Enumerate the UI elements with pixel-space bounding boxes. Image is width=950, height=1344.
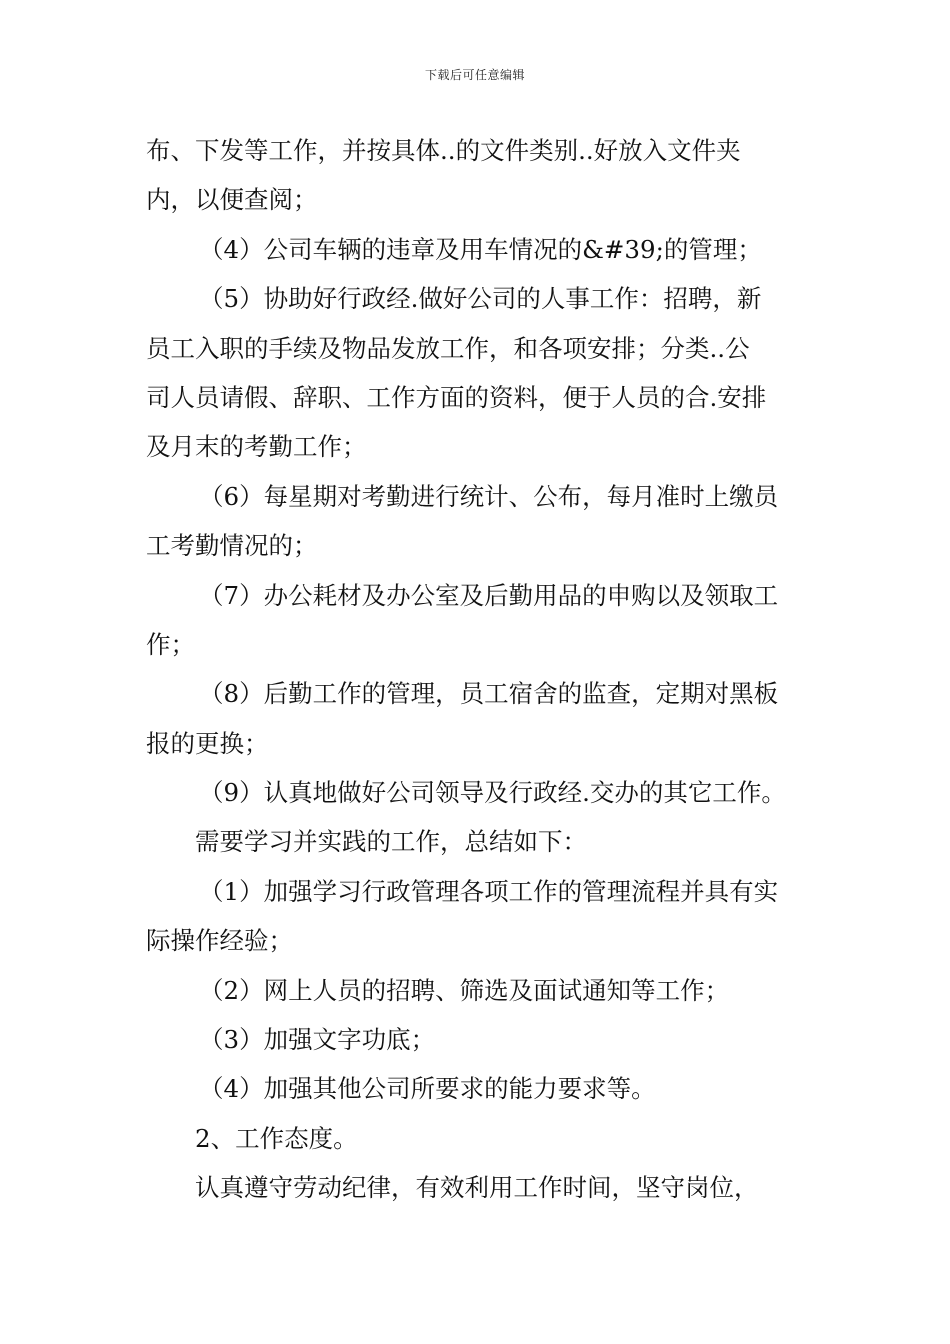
paragraph-line: 员工入职的手续及物品发放工作，和各项安排；分类..公 — [146, 333, 750, 363]
paragraph-line: 司人员请假、辞职、工作方面的资料，便于人员的合.安排 — [146, 382, 767, 412]
paragraph-line: （6）每星期对考勤进行统计、公布，每月准时上缴员 — [199, 481, 779, 511]
paragraph-line: 报的更换； — [146, 728, 269, 758]
paragraph-line: （5）协助好行政经.做好公司的人事工作：招聘，新 — [199, 284, 762, 314]
paragraph-line: 2、工作态度。 — [195, 1123, 358, 1153]
paragraph-line: （3）加强文字功底； — [199, 1025, 436, 1055]
paragraph-line: 际操作经验； — [146, 926, 293, 956]
paragraph-line: 内，以便查阅； — [146, 185, 318, 215]
paragraph-line: 及月末的考勤工作； — [146, 432, 367, 462]
paragraph-line: 作； — [146, 629, 195, 659]
paragraph-line: （2）网上人员的招聘、筛选及面试通知等工作； — [199, 975, 730, 1005]
paragraph-line: 工考勤情况的； — [146, 531, 318, 561]
page-header-note: 下载后可任意编辑 — [424, 68, 525, 82]
document-body — [146, 126, 810, 1213]
paragraph-line: （9）认真地做好公司领导及行政经.交办的其它工作。 — [199, 778, 786, 808]
paragraph-line: （4）加强其他公司所要求的能力要求等。 — [199, 1074, 656, 1104]
paragraph-line: 认真遵守劳动纪律，有效利用工作时间，坚守岗位， — [195, 1173, 759, 1203]
paragraph-line: 需要学习并实践的工作，总结如下： — [195, 827, 587, 857]
paragraph-line: （7）办公耗材及办公室及后勤用品的申购以及领取工 — [199, 580, 779, 610]
paragraph-line: （1）加强学习行政管理各项工作的管理流程并具有实 — [199, 876, 779, 906]
paragraph-line: 布、下发等工作，并按具体..的文件类别..好放入文件夹 — [146, 136, 741, 165]
paragraph-line: （4）公司车辆的违章及用车情况的&#39;的管理； — [199, 234, 762, 264]
paragraph-line: （8）后勤工作的管理，员工宿舍的监查，定期对黑板 — [199, 679, 779, 709]
